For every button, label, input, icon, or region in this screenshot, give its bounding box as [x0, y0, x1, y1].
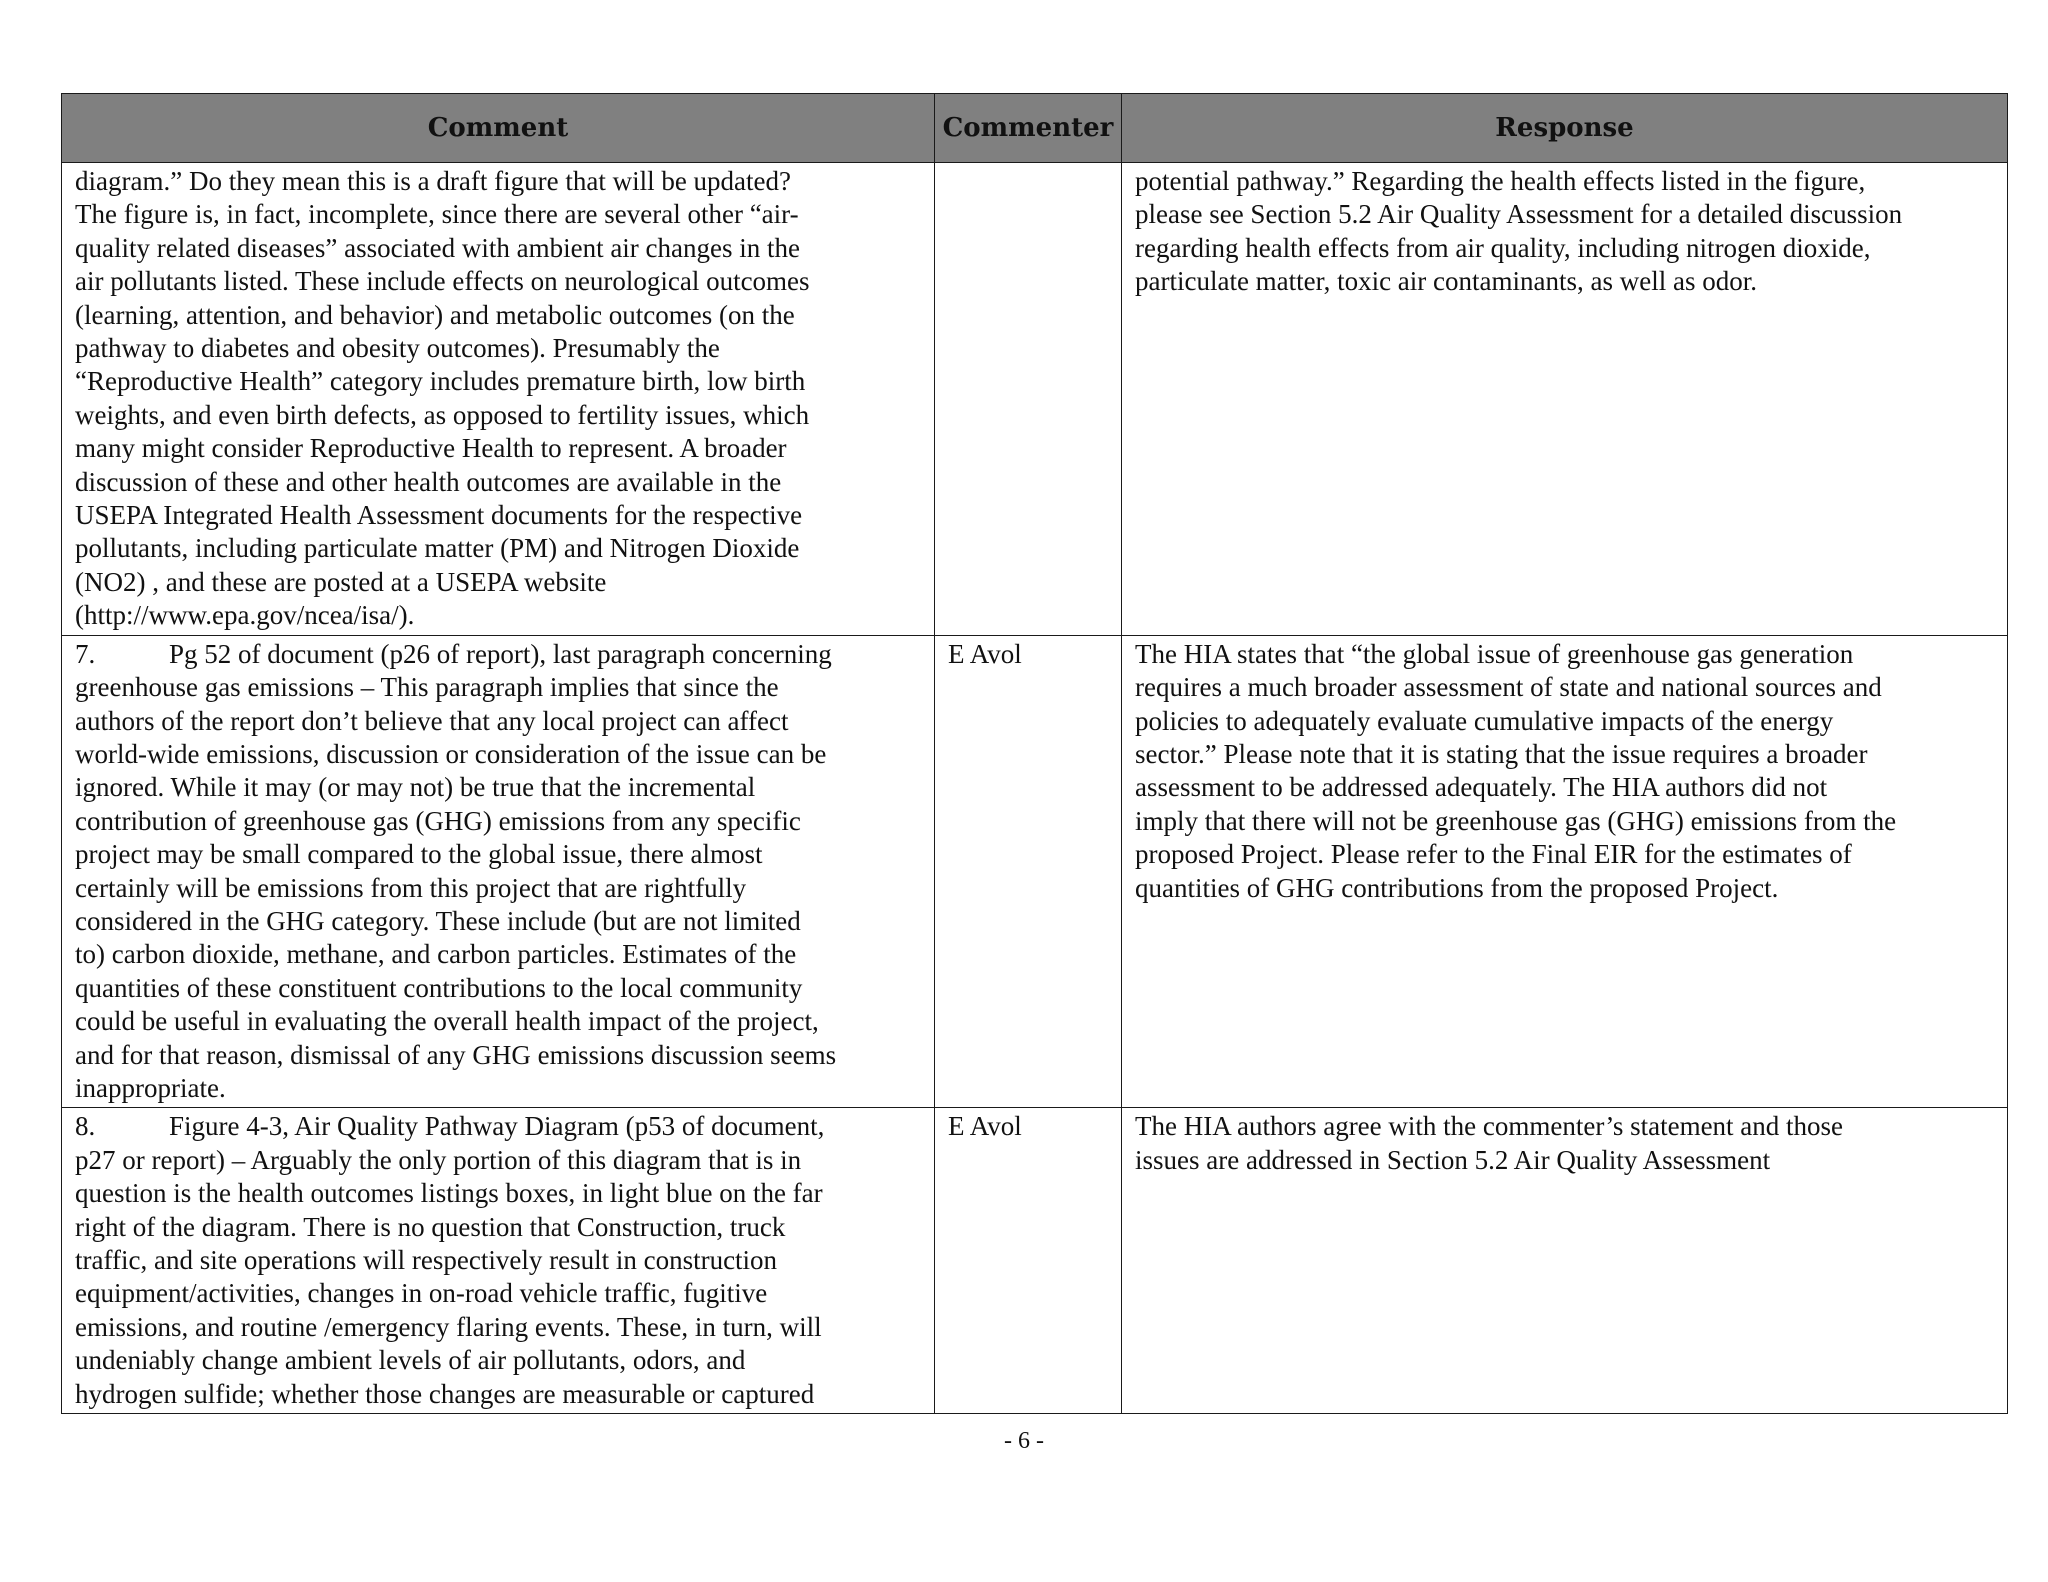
comment-line: many might consider Reproductive Health to represent. A broader: [75, 433, 787, 464]
comment-number: 8.: [75, 1111, 96, 1142]
comment-line: ignored. While it may (or may not) be true that the incremental: [75, 772, 756, 803]
comment-line: pollutants, including particulate matter (PM) and Nitrogen Dioxide: [75, 533, 800, 564]
comment-line: (learning, attention, and behavior) and metabolic outcomes (on the: [75, 299, 795, 330]
comment-line: inappropriate.: [75, 1072, 226, 1103]
response-cell: [1122, 635, 2008, 1108]
comment-line: authors of the report don’t believe that any local project can affect: [75, 705, 789, 736]
response-line: please see Section 5.2 Air Quality Assessment for a detailed discussion: [1135, 199, 1903, 230]
comment-line: equipment/activities, changes in on-road vehicle traffic, fugitive: [75, 1278, 768, 1309]
table-row: [62, 1108, 2008, 1414]
comment-line: diagram.” Do they mean this is a draft figure that will be updated?: [75, 166, 792, 196]
comment-cell: [62, 1108, 935, 1414]
comment-line: could be useful in evaluating the overall health impact of the project,: [75, 1006, 819, 1037]
comment-line: hydrogen sulfide; whether those changes are measurable or captured: [75, 1378, 815, 1409]
comment-cell: [62, 163, 935, 636]
header-response: Response: [1122, 94, 2008, 163]
comment-line: right of the diagram. There is no question that Construction, truck: [75, 1211, 786, 1242]
response-line: particulate matter, toxic air contaminants, as well as odor.: [1135, 266, 1757, 297]
comment-line: contribution of greenhouse gas (GHG) emissions from any specific: [75, 805, 801, 836]
comment-line: air pollutants listed. These include effects on neurological outcomes: [75, 266, 810, 297]
response-line: policies to adequately evaluate cumulative impacts of the energy: [1135, 705, 1834, 736]
comment-line: The figure is, in fact, incomplete, since there are several other “air-: [75, 199, 799, 230]
header-commenter: Commenter: [935, 94, 1122, 163]
comment-line: quantities of these constituent contributions to the local community: [75, 972, 803, 1003]
response-line: proposed Project. Please refer to the Final EIR for the estimates of: [1135, 839, 1852, 870]
comment-number: 7.: [75, 638, 96, 669]
response-line: sector.” Please note that it is stating that the issue requires a broader: [1135, 738, 1868, 769]
comment-line: USEPA Integrated Health Assessment documents for the respective: [75, 500, 803, 531]
table-row: [62, 635, 2008, 1108]
comment-line: 8. Figure 4-3, Air Quality Pathway Diagram (p53 of document,: [75, 1110, 921, 1143]
comment-line: and for that reason, dismissal of any GHG emissions discussion seems: [75, 1039, 837, 1070]
comment-line: question is the health outcomes listings boxes, in light blue on the far: [75, 1178, 823, 1209]
table-row: [62, 163, 2008, 636]
comment-line: traffic, and site operations will respectively result in construction: [75, 1245, 778, 1275]
response-line: quantities of GHG contributions from the proposed Project.: [1135, 872, 1779, 903]
response-line: potential pathway.” Regarding the health effects listed in the figure,: [1135, 166, 1866, 196]
comment-line: project may be small compared to the global issue, there almost: [75, 839, 763, 870]
comment-line: (http://www.epa.gov/ncea/isa/).: [75, 600, 415, 631]
comment-line: world-wide emissions, discussion or consideration of the issue can be: [75, 738, 827, 769]
comment-cell: [62, 635, 935, 1108]
commenter-cell: E Avol: [935, 1108, 1122, 1414]
response-line: requires a much broader assessment of state and national sources and: [1135, 672, 1882, 703]
response-line: assessment to be addressed adequately. The HIA authors did not: [1135, 772, 1828, 803]
response-line: imply that there will not be greenhouse gas (GHG) emissions from the: [1135, 805, 1897, 836]
comment-line: discussion of these and other health outcomes are available in the: [75, 466, 782, 497]
response-cell: [1122, 163, 2008, 636]
comment-line: to) carbon dioxide, methane, and carbon particles. Estimates of the: [75, 939, 797, 970]
comment-line: quality related diseases” associated with ambient air changes in the: [75, 232, 800, 263]
response-cell: [1122, 1108, 2008, 1414]
comment-line: (NO2) , and these are posted at a USEPA website: [75, 566, 607, 597]
comment-line: considered in the GHG category. These include (but are not limited: [75, 905, 801, 936]
page-number: - 6 -: [1004, 1428, 1044, 1454]
comment-line: certainly will be emissions from this project that are rightfully: [75, 872, 747, 903]
response-line: regarding health effects from air quality, including nitrogen dioxide,: [1135, 232, 1871, 263]
comment-line: 7. Pg 52 of document (p26 of report), last paragraph concerning: [75, 638, 921, 671]
comment-line: greenhouse gas emissions – This paragraph implies that since the: [75, 672, 779, 703]
table-header-row: [62, 94, 2008, 163]
response-line: The HIA states that “the global issue of greenhouse gas generation: [1135, 638, 1854, 669]
comment-line: pathway to diabetes and obesity outcomes). Presumably the: [75, 333, 720, 364]
commenter-cell: E Avol: [935, 635, 1122, 1108]
comment-line: weights, and even birth defects, as opposed to fertility issues, which: [75, 399, 810, 430]
commenter-cell: [935, 163, 1122, 636]
comment-line: undeniably change ambient levels of air pollutants, odors, and: [75, 1345, 746, 1376]
response-line: The HIA authors agree with the commenter’s statement and those: [1135, 1111, 1844, 1142]
response-line: issues are addressed in Section 5.2 Air Quality Assessment: [1135, 1144, 1771, 1175]
comment-response-table: [61, 93, 2008, 1414]
comment-line: emissions, and routine /emergency flaring events. These, in turn, will: [75, 1311, 822, 1342]
comment-line: “Reproductive Health” category includes premature birth, low birth: [75, 366, 806, 397]
comment-line: p27 or report) – Arguably the only portion of this diagram that is in: [75, 1144, 802, 1175]
header-comment: Comment: [62, 94, 935, 163]
